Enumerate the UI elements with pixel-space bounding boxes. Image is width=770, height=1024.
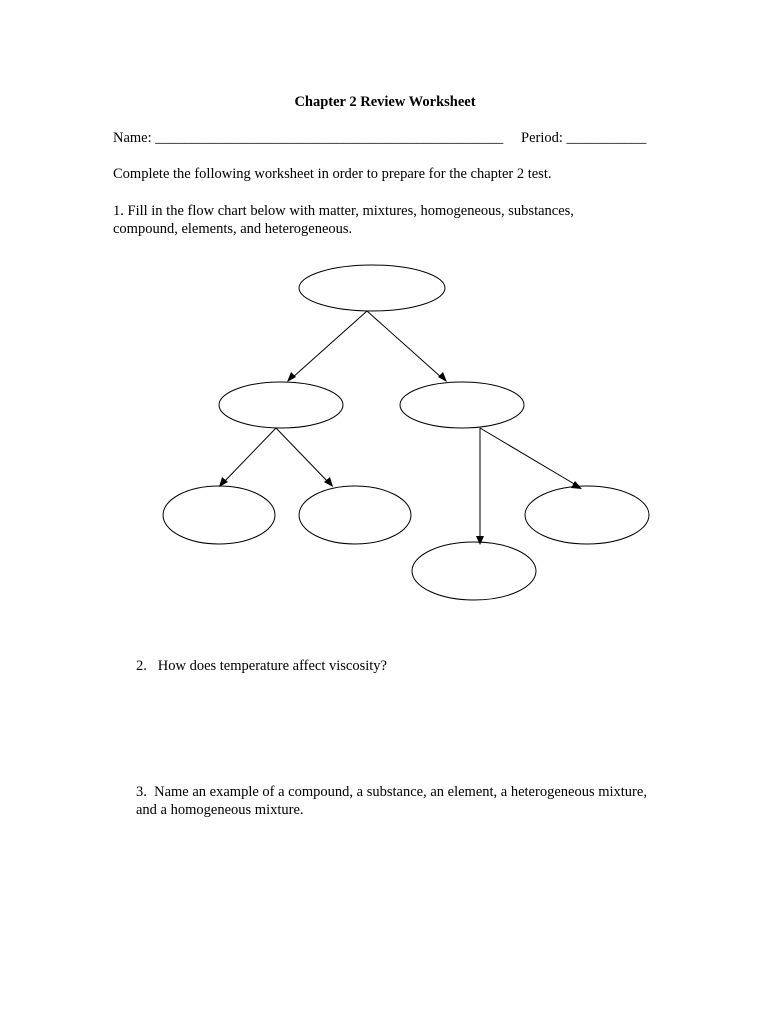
flow-arrowhead-right-right (571, 481, 582, 489)
flow-arrow-top-right (367, 311, 442, 378)
question-1-text: Fill in the flow chart below with matter, mixtures, homogeneous, substances, compound, elements, and heterogeneous. (113, 203, 574, 237)
flow-node-right[interactable] (400, 382, 524, 428)
question-3-text: Name an example of a compound, a substance, an element, a heterogeneous mixture, and a homogeneous mixture. (136, 784, 647, 818)
flow-node-right-bottom[interactable] (412, 542, 536, 600)
instructions-text: Complete the following worksheet in order to prepare for the chapter 2 test. (113, 166, 552, 182)
flow-arrowhead-top-left (287, 372, 296, 382)
page-title: Chapter 2 Review Worksheet (294, 94, 476, 110)
question-3-number: 3. (136, 784, 147, 800)
question-2 (136, 658, 656, 675)
flow-arrow-right-right (480, 428, 576, 485)
flow-arrow-left-right (276, 428, 329, 483)
flow-node-right-right[interactable] (525, 486, 649, 544)
flow-arrowhead-top-right (438, 372, 447, 382)
flow-node-left-left[interactable] (163, 486, 275, 544)
flow-node-left[interactable] (219, 382, 343, 428)
period-field[interactable]: Period: ___________ (521, 130, 647, 146)
flow-arrow-top-left (292, 311, 367, 378)
question-3 (136, 783, 656, 819)
flow-arrowhead-right-bottom (476, 536, 484, 545)
flow-node-top[interactable] (299, 265, 445, 311)
question-2-number: 2. (136, 658, 147, 674)
flow-arrow-left-left (223, 428, 276, 483)
question-1-number: 1. (113, 203, 124, 219)
flow-node-left-right[interactable] (299, 486, 411, 544)
question-2-text: How does temperature affect viscosity? (157, 658, 387, 674)
name-field[interactable]: Name: ________________________________________________ (113, 130, 504, 146)
